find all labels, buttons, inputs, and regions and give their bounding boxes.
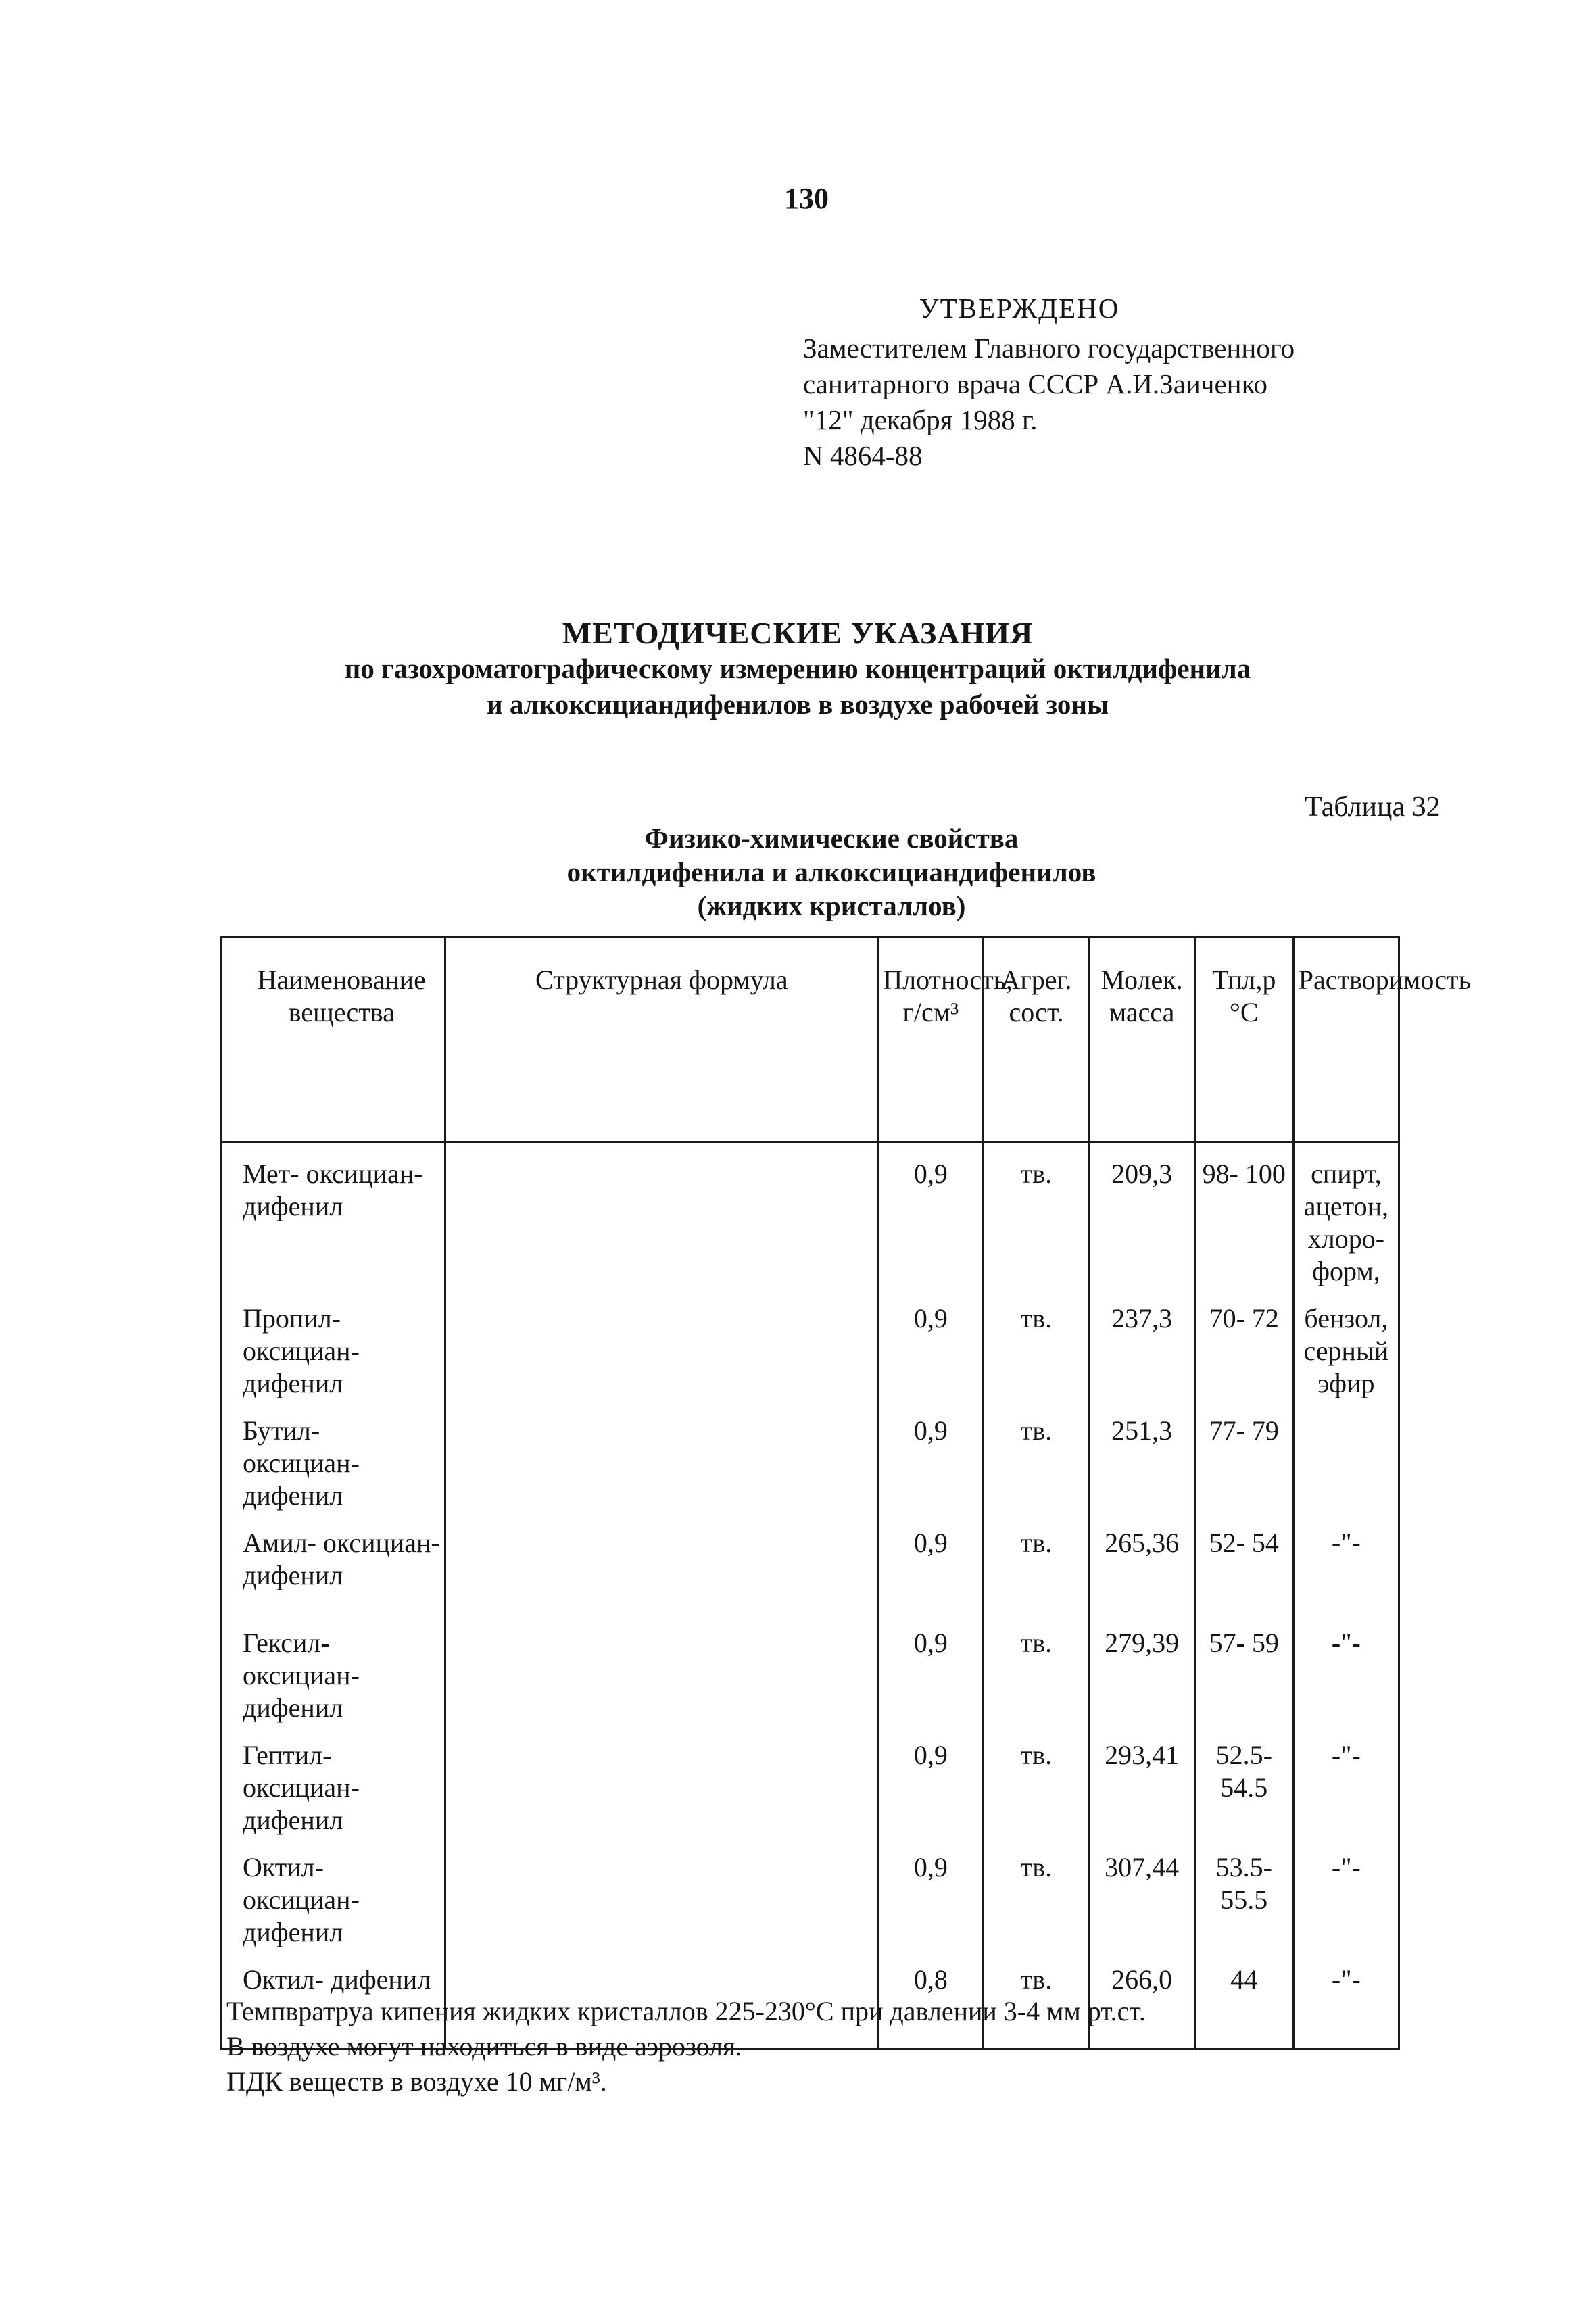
cell-solubility: -"- (1293, 1612, 1399, 1724)
cell-formula (445, 1724, 878, 1836)
cell-melting: 52.5- 54.5 (1194, 1724, 1293, 1836)
cell-melting: 77- 79 (1194, 1400, 1293, 1512)
cell-formula (445, 1612, 878, 1724)
approval-line: Заместителем Главного государственного (803, 333, 1295, 364)
table-row (222, 1612, 1399, 1724)
cell-aggregate: тв. (984, 1612, 1089, 1724)
cell-density: 0,9 (878, 1836, 984, 1949)
cell-density: 0,9 (878, 1724, 984, 1836)
document-title: МЕТОДИЧЕСКИЕ УКАЗАНИЯ (562, 616, 1034, 650)
header-solubility: Растворимость (1293, 937, 1399, 1142)
header-name: Наименование вещества (222, 937, 445, 1142)
footnote: В воздухе могут находиться в виде аэрозоля. (226, 2031, 742, 2062)
table-header-row (222, 937, 1399, 1142)
cell-formula (445, 1512, 878, 1612)
cell-melting: 57- 59 (1194, 1612, 1293, 1724)
cell-name: Октил- дифенил (222, 1949, 445, 2049)
table-row (222, 1724, 1399, 1836)
cell-melting: 44 (1194, 1949, 1293, 2049)
cell-solubility: бензол, серный эфир (1293, 1288, 1399, 1400)
header-formula: Структурная формула (445, 937, 878, 1142)
cell-name: Гептил- оксициан- дифенил (222, 1724, 445, 1836)
cell-solubility: -"- (1293, 1512, 1399, 1612)
cell-name: Пропил- оксициан- дифенил (222, 1288, 445, 1400)
cell-mass: 279,39 (1089, 1612, 1194, 1724)
cell-aggregate: тв. (984, 1288, 1089, 1400)
cell-formula (445, 1288, 878, 1400)
cell-mass: 251,3 (1089, 1400, 1194, 1512)
cell-density: 0,9 (878, 1288, 984, 1400)
cell-mass: 307,44 (1089, 1836, 1194, 1949)
header-melting: Тпл,р °С (1194, 937, 1293, 1142)
cell-name: Мет- оксициан- дифенил (222, 1142, 445, 1288)
cell-name: Амил- оксициан- дифенил (222, 1512, 445, 1612)
cell-density: 0,9 (878, 1400, 984, 1512)
cell-aggregate: тв. (984, 1400, 1089, 1512)
cell-aggregate: тв. (984, 1949, 1089, 2049)
cell-aggregate: тв. (984, 1142, 1089, 1288)
cell-mass: 266,0 (1089, 1949, 1194, 2049)
cell-melting: 98- 100 (1194, 1142, 1293, 1288)
table-caption-line: Физико-химические свойства (644, 823, 1019, 854)
cell-name: Октил- оксициан- дифенил (222, 1836, 445, 1949)
cell-formula (445, 1836, 878, 1949)
table-row (222, 1836, 1399, 1949)
cell-density: 0,9 (878, 1612, 984, 1724)
cell-melting: 70- 72 (1194, 1288, 1293, 1400)
cell-mass: 293,41 (1089, 1724, 1194, 1836)
header-aggregate: Агрег. сост. (984, 937, 1089, 1142)
cell-melting: 53.5- 55.5 (1194, 1836, 1293, 1949)
approval-title: УТВЕРЖДЕНО (919, 293, 1120, 324)
footnote: ПДК веществ в воздухе 10 мг/м³. (226, 2066, 607, 2097)
cell-aggregate: тв. (984, 1836, 1089, 1949)
table-number: Таблица 32 (1305, 791, 1441, 823)
table-row (222, 1288, 1399, 1400)
cell-density: 0,8 (878, 1949, 984, 2049)
cell-solubility: -"- (1293, 1724, 1399, 1836)
cell-aggregate: тв. (984, 1512, 1089, 1612)
header-mass: Молек. масса (1089, 937, 1194, 1142)
properties-table (220, 936, 1471, 2050)
page-number: 130 (784, 182, 829, 215)
table-caption-line: (жидких кристаллов) (697, 890, 966, 921)
cell-solubility: спирт, ацетон, хлоро- форм, (1293, 1142, 1399, 1288)
cell-mass: 237,3 (1089, 1288, 1194, 1400)
cell-mass: 265,36 (1089, 1512, 1194, 1612)
document-header (203, 615, 1393, 723)
cell-solubility (1293, 1400, 1399, 1512)
cell-aggregate: тв. (984, 1724, 1089, 1836)
table-row (222, 1142, 1399, 1288)
cell-formula (445, 1142, 878, 1288)
approval-number: N 4864-88 (803, 440, 923, 471)
cell-solubility: -"- (1293, 1836, 1399, 1949)
cell-mass: 209,3 (1089, 1142, 1194, 1288)
cell-formula (445, 1400, 878, 1512)
table-row (222, 1400, 1399, 1512)
cell-density: 0,9 (878, 1512, 984, 1612)
cell-solubility: -"- (1293, 1949, 1399, 2049)
cell-name: Гексил- оксициан- дифенил (222, 1612, 445, 1724)
header-density: Плотность, г/см³ (878, 937, 984, 1142)
approval-date: "12" декабря 1988 г. (803, 404, 1038, 435)
approval-line: санитарного врача СССР А.И.Заиченко (803, 368, 1267, 399)
footnotes (226, 1994, 1443, 2099)
table-caption (473, 821, 1190, 923)
cell-density: 0,9 (878, 1142, 984, 1288)
cell-name: Бутил- оксициан- дифенил (222, 1400, 445, 1512)
document-subtitle: по газохроматографическому измерению концентраций октилдифенила (344, 653, 1251, 684)
footnote: Темпвратруа кипения жидких кристаллов 225-230°С при давлении 3-4 мм рт.ст. (226, 1996, 1146, 2026)
cell-melting: 52- 54 (1194, 1512, 1293, 1612)
approval-block (803, 291, 1357, 474)
document-subtitle: и алкоксициандифенилов в воздухе рабочей зоны (486, 689, 1109, 720)
table-row (222, 1512, 1399, 1612)
table-caption-line: октилдифенила и алкоксициандифенилов (566, 856, 1096, 887)
